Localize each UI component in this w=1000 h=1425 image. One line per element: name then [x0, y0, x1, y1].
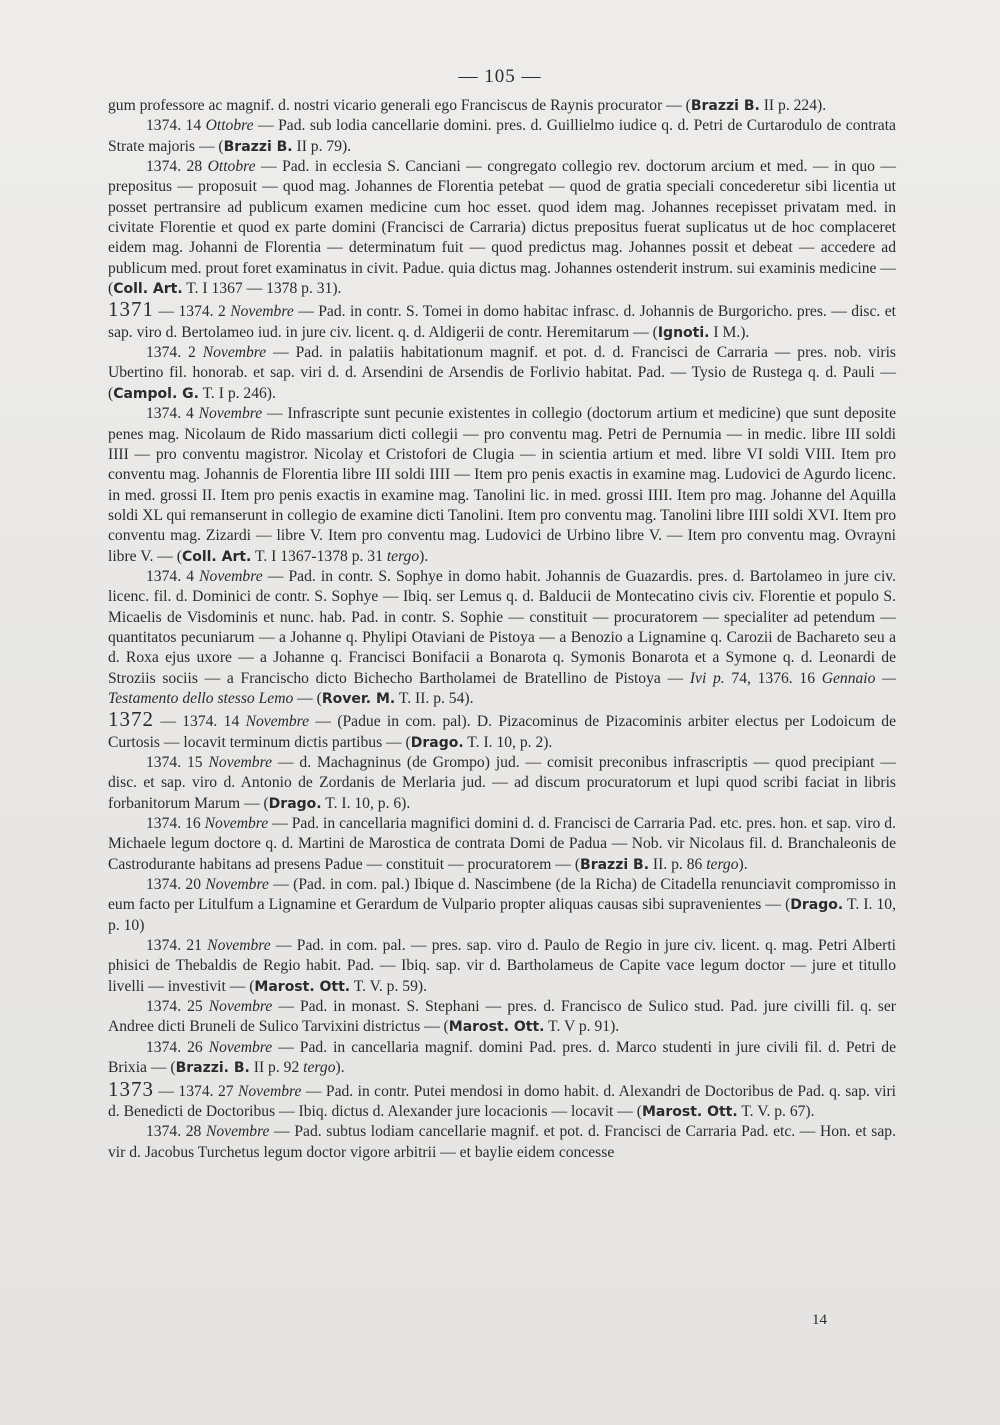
text-run: II p. 224). [759, 97, 827, 114]
text-run: T. I. 10, p. 10) [108, 896, 896, 934]
text-run: ). [419, 547, 429, 565]
italic-text: Novembre [230, 303, 294, 321]
document-number: 1371 [108, 297, 154, 322]
italic-text: Novembre [199, 567, 263, 585]
italic-text: Novembre [207, 937, 271, 955]
italic-text: Novembre [198, 405, 263, 423]
italic-text: Ivi p. [689, 669, 725, 687]
text-run: — 1374. 14 [154, 713, 246, 731]
source-reference: Coll. Art. [181, 548, 252, 565]
text-run: 1374. 2 [146, 344, 203, 362]
italic-text: Ottobre [207, 158, 256, 176]
paragraph [108, 567, 896, 709]
source-reference: Drago. [790, 897, 844, 914]
text-run: — Pad. in com. pal. — pres. sap. viro d. Paulo de Regio in jure civ. licent. q. mag. Petri Alberti phisici de Thebaldis de Regio habit. Pad. — Ibiq. sap. vir d. Bartholameus de Capite vace legum doctor — jure et titullo livelli — investivit — ( [108, 937, 896, 995]
text-run: 1374. 20 [146, 876, 206, 894]
text-run: — d. Machagninus (de Grompo) jud. — comisit preconibus infrascriptis — quod precipiant — disc. et sap. viro d. Antonio de Zordanis de Merlaria jud. — ad discum procuratorum et lupi quod scribi faciat in libris forbanitorum Marum — ( [108, 754, 896, 812]
source-reference: Ignoti. [657, 324, 710, 341]
text-run: — 1374. 2 [154, 303, 231, 321]
paragraph [108, 343, 896, 404]
text-run: — Infrascripte sunt pecunie existentes in collegio (doctorum artium et medicine) que sunt deposite penes mag. Nicolaum de Rido massarium dicti collegii — pro conventu mag. Petri de Pernumia — in medic. libre III soldi IIII — pro conventu magistror. Nicolay et Cristofori de Clugia — in scientia artium et med. libre VI soldi VIII. Item pro conventu mag. Johannis de Florentia libre III soldi IIII — Item pro penis exactis in examine mag. Ludovici de Agurdo licenc. in med. grossi II. Item pro penis exactis in examine mag. Tanolini lic. in med. grossi IIII. Item pro mag. Johanne del Aquilla soldi XL qui remanserunt in collegio de examine dicti Tanolini. Item pro conventu mag. Tanolini libre IIII soldi XVI. Item pro conventu mag. Zizardi — libre V. Item pro conventu mag. Ludovici de Urbino libre V. — Item pro conventu mag. Ovrayni libre V. — ( [108, 405, 896, 565]
text-run: — Pad. in cancellaria magnif. domini Pad. pres. d. Marco studenti in jure civili fil. d. Petri de Brixia — ( [108, 1038, 896, 1077]
text-run: II. p. 86 [649, 855, 707, 873]
italic-text: tergo [386, 547, 420, 565]
document-body [108, 96, 896, 1163]
source-reference: Brazzi. B. [175, 1060, 250, 1077]
paragraph [108, 404, 896, 567]
italic-text: tergo [303, 1059, 336, 1077]
paragraph [108, 1122, 896, 1163]
text-run: 1374. 14 [146, 117, 206, 135]
text-run: I M.). [709, 323, 750, 341]
paragraph [108, 299, 896, 343]
text-run: T. I. 10, p. 6). [321, 794, 411, 812]
text-run: ). [738, 855, 748, 873]
source-reference: Coll. Art. [113, 281, 183, 298]
source-reference: Brazzi B. [580, 856, 650, 873]
source-reference: Brazzi B. [690, 98, 760, 114]
italic-text: Novembre [205, 876, 269, 894]
text-run: ). [335, 1059, 345, 1077]
italic-text: Novembre [202, 344, 267, 362]
text-run: — Pad. sub lodia cancellarie domini. pres. d. Guillielmo iudice q. d. Petri de Curtarodulo de contrata Strate majoris — ( [108, 117, 896, 155]
text-run: 1374. 21 [146, 937, 208, 955]
text-run: 1374. 16 [146, 815, 205, 833]
text-run: 1374. 25 [146, 998, 209, 1016]
text-run: II p. 92 [249, 1059, 304, 1077]
paragraph [108, 753, 896, 814]
paragraph [108, 116, 896, 157]
text-run: — Pad. subtus lodiam cancellarie magnif. et pot. d. Francisci de Carraria Pad. etc. — Hon. et sap. vir d. Jacobus Turchetus legum doctor vigore arbitrii — et baylie eidem concesse [108, 1123, 896, 1161]
source-reference: Drago. [410, 734, 464, 751]
source-reference: Campol. G. [113, 385, 199, 402]
source-reference: Marost. Ott. [448, 1019, 545, 1036]
text-run: — Pad. in contr. Putei mendosi in domo habit. d. Alexandri de Doctoribus de Pad. q. sap. viri d. Benedicti de Doctoribus — Ibiq. dictus d. Alexander jure locacionis — locavit — ( [108, 1082, 896, 1120]
text-run: 1374. 15 [146, 754, 209, 771]
text-run: T. I 1367 — 1378 p. 31). [182, 280, 342, 298]
text-run: II p. 79). [292, 137, 352, 155]
text-run: 1374. 28 [146, 1123, 206, 1141]
text-run: T. V. p. 59). [350, 977, 427, 995]
paragraph [108, 1038, 896, 1079]
italic-text: Novembre [205, 1123, 270, 1141]
text-run: — Pad. in palatiis habitationum magnif. et pot. d. d. Francisci de Carraria — pres. nob. viris Ubertino fil. honorab. et sap. viri d. d. Arsendini de Arsendis de Forlivio habitat. Pad. — Tysio de Rustega q. d. Pauli — ( [108, 344, 896, 402]
italic-text: tergo [706, 855, 739, 873]
source-reference: Rover. M. [321, 690, 396, 707]
paragraph [108, 875, 896, 936]
source-reference: Brazzi B. [223, 138, 293, 155]
source-reference: Marost. Ott. [641, 1103, 738, 1120]
italic-text: Novembre [208, 754, 273, 771]
text-run: T. V. p. 67). [737, 1102, 815, 1120]
text-run: — (Padue in com. pal). D. Pizacominus de Pizacominis arbiter electus per Lodoicum de Curtosis — locavit terminum dictis partibus — ( [108, 713, 896, 751]
text-run: 74, 1376. 16 [724, 669, 822, 687]
text-run: — Pad. in contr. S. Sophye in domo habit. Johannis de Guazardis. pres. d. Bartolameo in jure civ. licenc. fil. d. Dominici de contr. S. Sophye — Ibiq. ser Lemus q. d. Balducii de Montecatino civis civ. Florentie et populo S. Micaelis de Visdominis et nunc. hab. Pad. in contr. S. Sophie — constituit — procuratorem — specialiter ad petendum — quantitatos pecuniarum — a Johanne q. Phylipi Otaviani de Pistoya — a Benozio a Lignamine q. Carozii de Bachareto seu a d. Roxa ejus uxore — a Johanne q. Francisci Bonifacii a Bonarota q. Symonis Bonarota et a Symone q. d. Leonardi de Stroziis sociis — a Francischo dicto Bichecho Bartholamei de Bratellino de Pistoya — [108, 567, 896, 687]
paragraph [108, 96, 896, 116]
text-run: T. I 1367-1378 p. 31 [251, 547, 387, 565]
document-number: 1373 [108, 1076, 154, 1101]
text-run: — Pad. in ecclesia S. Canciani — congregato collegio rev. doctorum arcium et med. — in quo — prepositus — proposuit — quod mag. Johannes de Florentia petebat — quod de gratia speciali concederetur sibi licentia ut posset pertransire ad publicum examen medicine cum hoc esset. quod idem mag. Johannes recepisset privatam med. in civitate Florentie et quod ex parte domini (Francisci de Carraria) dictus prepositus fuerat suplicatus ut de hoc complaceret eidem mag. Johanni de Florentia — determinatum fuit — quod predictus mag. Johannes possit et debeat — accedere ad publicum med. prout foret examinatus in civit. Padue. quia dictus mag. Johannes ostenderit instrum. sui examinis medicine — ( [108, 158, 896, 298]
paragraph [108, 814, 896, 875]
source-reference: Marost. Ott. [254, 978, 351, 995]
document-number: 1372 [108, 707, 154, 732]
paragraph [108, 157, 896, 299]
italic-text: Novembre [208, 998, 273, 1016]
italic-text: Novembre [208, 1038, 273, 1056]
italic-text: Novembre [204, 815, 269, 833]
text-run: T. V p. 91). [544, 1018, 620, 1036]
italic-text: Novembre [237, 1082, 302, 1100]
text-run: 1374. 26 [146, 1038, 209, 1056]
text-run: — (Pad. in com. pal.) Ibique d. Nascimbene (de la Richa) de Citadella renunciavit compromisso in eum facto per Litulfum a Lignamine et Gerardum de Vulpario propter aliquas causas sibi supravenientes — ( [108, 876, 896, 914]
italic-text: Novembre [245, 713, 310, 731]
page-number-header: — 105 — [458, 66, 542, 87]
paragraph [108, 1076, 896, 1123]
paragraph [108, 709, 896, 753]
text-run: — Pad. in cancellaria magnifici domini d. d. Francisci de Carraria Pad. etc. pres. hon. et sap. viro d. Michaele legum doctore q. d. Martini de Marostica de contrata Domi de Padua — Nob. vir Nicolaus fil. d. Branchaleonis de Castrodurante habitans ad presens Padue — constituit — procuratorem — ( [108, 815, 896, 873]
text-run: 1374. 4 [146, 567, 200, 585]
signature-mark: 14 [812, 1312, 827, 1328]
paragraph [108, 936, 896, 997]
paragraph [108, 997, 896, 1038]
text-run: T. I. 10, p. 2). [463, 733, 553, 751]
text-run: gum professore ac magnif. d. nostri vicario generali ego Franciscus de Raynis procurator — ( [108, 97, 691, 114]
italic-text: Ottobre [205, 117, 254, 135]
text-run: 1374. 4 [146, 405, 199, 423]
text-run: T. II. p. 54). [395, 689, 474, 707]
text-run: — 1374. 27 [154, 1082, 238, 1100]
source-reference: Drago. [268, 795, 322, 812]
text-run: 1374. 28 [146, 158, 208, 176]
text-run: — Pad. in contr. S. Tomei in domo habitac infrasc. d. Johannis de Burgoricho. pres. — disc. et sap. viro d. Bertolameo iud. in jure civ. licent. q. d. Aldigerii de contr. Heremitarum — ( [108, 303, 896, 341]
text-run: — ( [293, 689, 322, 707]
text-run: T. I p. 246). [198, 384, 276, 402]
text-run: — Pad. in monast. S. Stephani — pres. d. Francisco de Sulico stud. Pad. jure civilli fil. q. ser Andree dicti Bruneli de Sulico Tarvixini districtus — ( [108, 998, 896, 1036]
italic-text: Gennaio — Testamento dello stesso Lemo [108, 669, 896, 707]
